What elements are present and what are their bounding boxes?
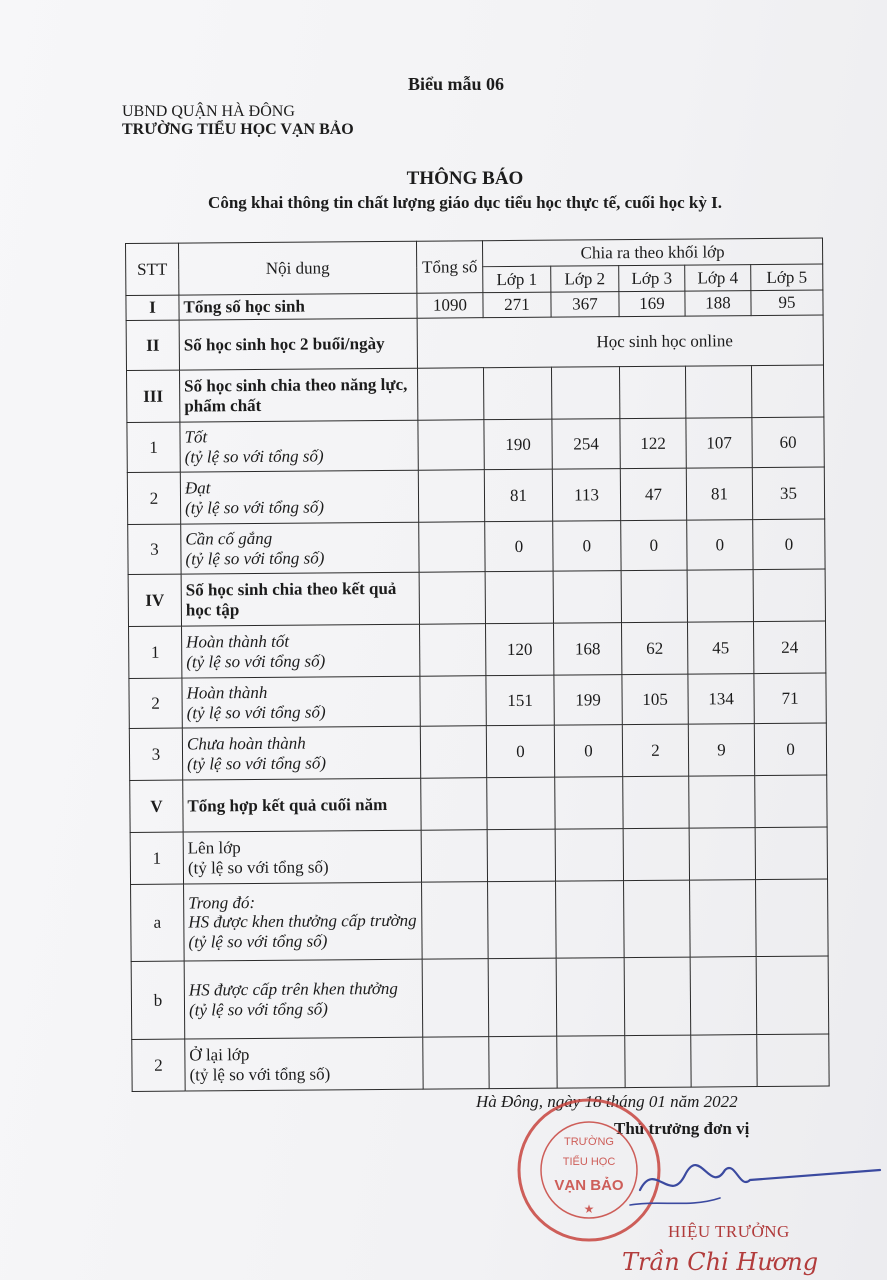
- empty-cell: [487, 829, 555, 882]
- cell-grade-1: 0: [485, 521, 553, 572]
- cell-grade-5: 71: [754, 673, 826, 724]
- row-content: Trong đó:: [188, 892, 256, 913]
- table-row: [130, 775, 827, 832]
- table-row: [128, 519, 825, 574]
- row-ratio-note: (tỷ lệ so với tổng số): [185, 496, 325, 518]
- school-name: TRƯỜNG TIỂU HỌC VẠN BẢO: [122, 121, 354, 138]
- table-row: [128, 569, 825, 626]
- row-stt: b: [131, 961, 185, 1039]
- cell-grade-1: 81: [484, 469, 552, 522]
- table-row: [129, 673, 826, 728]
- table-row: [127, 365, 824, 422]
- signer-name: Trần Chi Hương: [622, 1248, 819, 1276]
- header-grade-3: Lớp 3: [619, 265, 685, 292]
- cell-grade-2: 254: [552, 419, 620, 470]
- handwritten-signature: [600, 1150, 887, 1220]
- cell-grade-1: 271: [483, 292, 551, 318]
- cell-grade-5: 35: [752, 467, 824, 520]
- empty-cell: [691, 1035, 757, 1088]
- empty-cell: [423, 1037, 489, 1090]
- header-content: Nội dung: [179, 241, 417, 295]
- table-row: [129, 621, 826, 678]
- empty-cell: [753, 569, 825, 622]
- cell-grade-3: 47: [620, 468, 686, 521]
- header-grade-4: Lớp 4: [685, 265, 751, 292]
- row-content: Số học sinh chia theo năng lực, phẩm chất: [179, 368, 417, 422]
- row-stt: V: [130, 780, 183, 832]
- cell-grade-2: 367: [551, 292, 619, 318]
- empty-cell: [418, 470, 484, 523]
- cell-grade-3: 122: [620, 418, 686, 469]
- row-total: 1090: [417, 293, 483, 319]
- empty-cell: [689, 828, 755, 881]
- empty-cell: [757, 1034, 829, 1087]
- table-row: [130, 827, 827, 884]
- cell-grade-2: 0: [553, 521, 621, 572]
- table-row: [126, 315, 823, 370]
- empty-cell: [624, 880, 691, 958]
- header-grade-1: Lớp 1: [483, 266, 551, 293]
- empty-cell: [487, 777, 555, 830]
- empty-cell: [421, 830, 487, 883]
- cell-grade-5: 24: [753, 621, 825, 674]
- row-ratio-note: (tỷ lệ so với tổng số): [184, 445, 324, 467]
- empty-cell: [488, 958, 557, 1037]
- row-content: Lên lớp: [187, 838, 241, 858]
- place-and-date: Hà Đông, ngày 18 tháng 01 năm 2022: [476, 1092, 738, 1111]
- row-stt: IV: [128, 574, 181, 626]
- cell-grade-5: 60: [752, 417, 824, 468]
- organization-name: UBND QUẬN HÀ ĐÔNG: [122, 103, 295, 120]
- cell-grade-3: 105: [622, 674, 688, 725]
- row-content: Tốt: [184, 427, 208, 447]
- row-ratio-note: (tỷ lệ so với tổng số): [189, 1063, 331, 1085]
- empty-cell: [555, 829, 623, 882]
- empty-cell: [557, 1036, 625, 1089]
- empty-cell: [689, 776, 755, 829]
- empty-cell: [621, 570, 687, 623]
- empty-cell: [483, 367, 551, 420]
- empty-cell: [756, 956, 829, 1035]
- table-row: [131, 879, 829, 961]
- seal-text-mid: TIỂU HỌC: [562, 1156, 616, 1168]
- row-ratio-note: HS được khen thưởng cấp trường (tỷ lệ so với tổng số): [188, 910, 417, 952]
- table-row: [127, 467, 824, 524]
- empty-cell: [420, 676, 486, 727]
- empty-cell: [556, 881, 625, 959]
- empty-cell: [422, 882, 489, 960]
- seal-star-icon: ★: [583, 1202, 595, 1216]
- row-stt: 1: [127, 422, 180, 472]
- signer-title: Thủ trưởng đơn vị: [614, 1119, 750, 1138]
- empty-cell: [417, 368, 483, 421]
- cell-grade-4: 9: [688, 724, 754, 777]
- header-grade-2: Lớp 2: [551, 266, 619, 293]
- empty-cell: [422, 959, 489, 1038]
- row-content: Đạt: [184, 478, 211, 498]
- empty-cell: [623, 776, 689, 829]
- row-ratio-note: (tỷ lệ so với tổng số): [187, 752, 327, 774]
- row-content: Hoàn thành tốt: [186, 631, 290, 652]
- seal-text-bottom: VẠN BẢO: [554, 1177, 624, 1194]
- empty-cell: [485, 571, 553, 624]
- cell-grade-3: 2: [622, 724, 688, 777]
- empty-cell: [687, 570, 753, 623]
- empty-cell: [418, 420, 484, 471]
- row-stt: 2: [132, 1039, 185, 1091]
- empty-cell: [619, 366, 685, 419]
- empty-cell: [488, 881, 557, 959]
- row-ratio-note: (tỷ lệ so với tổng số): [187, 856, 329, 878]
- empty-cell: [420, 624, 486, 677]
- row-content-cell: [184, 882, 423, 961]
- empty-cell: [755, 775, 827, 828]
- signer-role: HIỆU TRƯỞNG: [668, 1222, 790, 1241]
- row-stt: 1: [129, 626, 182, 678]
- row-ratio-note: (tỷ lệ so với tổng số): [186, 650, 326, 672]
- row-ratio-note: (tỷ lệ so với tổng số): [185, 547, 325, 569]
- row-content: Tổng hợp kết quả cuối năm: [183, 778, 421, 832]
- seal-text-top: TRƯỜNG: [564, 1136, 614, 1148]
- row-content: Chưa hoàn thành: [186, 733, 306, 754]
- row-stt: 2: [127, 472, 180, 524]
- header-total: Tổng số: [416, 241, 482, 294]
- cell-grade-4: 134: [688, 674, 754, 725]
- cell-grade-4: 0: [687, 520, 753, 571]
- document-subtitle: Công khai thông tin chất lượng giáo dục tiểu học thực tế, cuối học kỳ I.: [208, 193, 722, 212]
- table-row: [132, 1034, 829, 1091]
- row-stt: a: [131, 884, 185, 961]
- row-content-cell: [182, 726, 420, 780]
- empty-cell: [623, 828, 689, 881]
- cell-grade-4: 45: [687, 622, 753, 675]
- empty-cell: [419, 572, 485, 625]
- row-stt: III: [127, 370, 180, 422]
- empty-cell: [555, 777, 623, 830]
- cell-grade-2: 168: [553, 623, 621, 676]
- row-content: Cần cố gắng: [185, 528, 273, 549]
- cell-grade-2: 113: [552, 469, 620, 522]
- row-content: Ở lại lớp: [189, 1045, 250, 1065]
- empty-cell: [553, 571, 621, 624]
- form-number: Biểu mẫu 06: [408, 74, 505, 94]
- empty-cell: [625, 1035, 691, 1088]
- cell-grade-2: 199: [554, 675, 622, 726]
- row-content-cell: [182, 624, 420, 678]
- cell-grade-1: 120: [486, 623, 554, 676]
- row-content: Tổng số học sinh: [179, 293, 417, 320]
- row-content-cell: [182, 676, 420, 728]
- cell-grade-4: 188: [685, 291, 751, 317]
- cell-grade-2: 0: [554, 725, 622, 778]
- empty-cell: [751, 365, 823, 418]
- empty-cell: [551, 367, 619, 420]
- row-content-cell: [185, 1037, 423, 1091]
- row-ratio-note: (tỷ lệ so với tổng số): [186, 701, 326, 723]
- cell-grade-3: 0: [621, 520, 687, 571]
- cell-grade-1: 151: [486, 675, 554, 726]
- header-grade-5: Lớp 5: [751, 264, 823, 291]
- empty-cell: [756, 879, 829, 957]
- cell-grade-1: 0: [486, 725, 554, 778]
- document-title: THÔNG BÁO: [406, 168, 524, 189]
- cell-grade-4: 81: [686, 468, 752, 521]
- empty-cell: [690, 880, 757, 958]
- empty-cell: [420, 726, 486, 779]
- row-stt: 2: [129, 678, 182, 728]
- header-stt: STT: [126, 243, 179, 295]
- table-row: [131, 956, 829, 1039]
- cell-grade-3: 62: [621, 622, 687, 675]
- table-row: [127, 417, 824, 472]
- row-content-cell: [180, 470, 418, 524]
- row-content: Số học sinh học 2 buổi/ngày: [179, 318, 417, 370]
- row-stt: I: [126, 295, 179, 320]
- row-content-cell: [183, 830, 421, 884]
- row-stt: II: [126, 320, 179, 370]
- cell-grade-5: 0: [754, 723, 826, 776]
- empty-cell: [489, 1036, 557, 1089]
- statistics-table: [125, 238, 830, 1092]
- row-stt: 1: [130, 832, 183, 884]
- row-content: HS được cấp trên khen thưởng (tỷ lệ so với tổng số): [184, 959, 423, 1039]
- empty-cell: [556, 958, 625, 1037]
- empty-cell: [690, 957, 757, 1036]
- empty-cell: [421, 778, 487, 831]
- cell-grade-3: 169: [619, 291, 685, 317]
- empty-cell: [755, 827, 827, 880]
- empty-cell: [624, 957, 691, 1036]
- cell-grade-4: 107: [686, 418, 752, 469]
- row-content-cell: [181, 522, 419, 574]
- row-content: Hoàn thành: [186, 682, 268, 703]
- cell-grade-5: 95: [751, 290, 823, 316]
- header-grade-group: Chia ra theo khối lớp: [482, 238, 822, 267]
- cell-grade-5: 0: [753, 519, 825, 570]
- table-row: [129, 723, 826, 780]
- empty-cell: [419, 522, 485, 573]
- row-content-cell: [180, 420, 418, 472]
- row-stt: 3: [129, 728, 182, 780]
- row-content: Số học sinh chia theo kết quả học tập: [181, 572, 419, 626]
- merged-note: Học sinh học online: [417, 315, 823, 368]
- cell-grade-1: 190: [484, 419, 552, 470]
- row-stt: 3: [128, 524, 181, 574]
- empty-cell: [685, 366, 751, 419]
